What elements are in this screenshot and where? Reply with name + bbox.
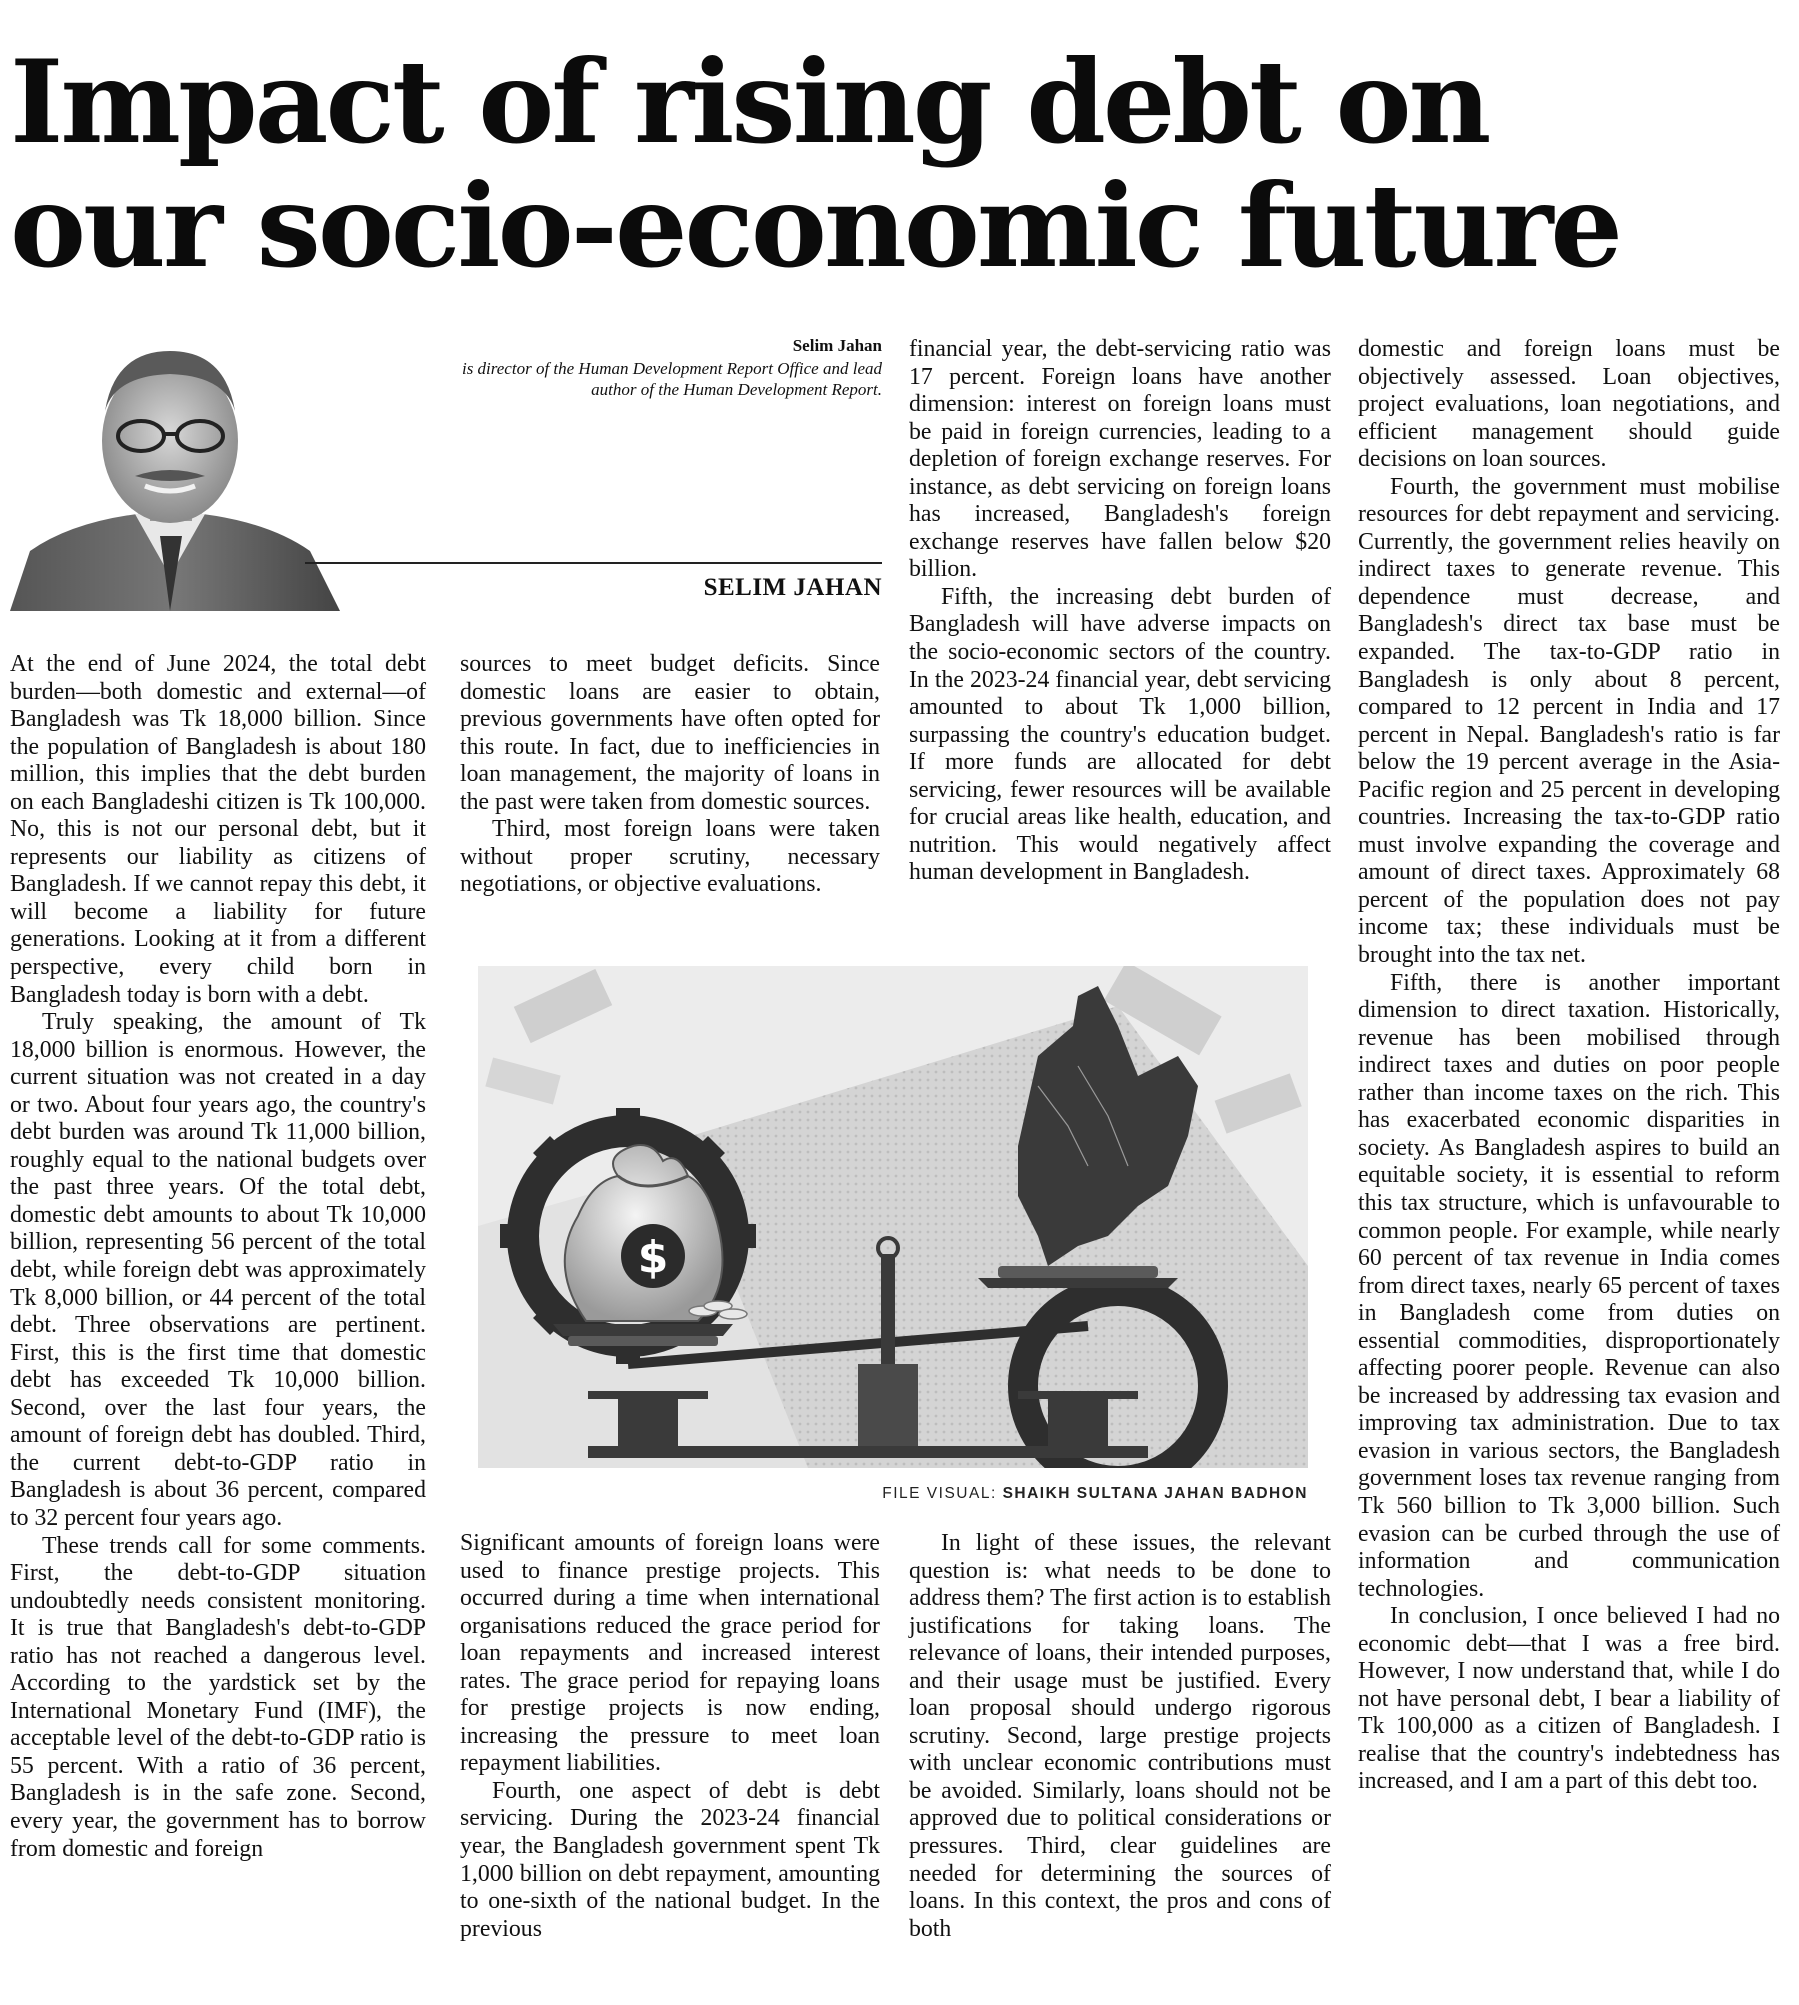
author-bio: is director of the Human Development Report Office and lead author of the Human Development Report. <box>461 359 882 399</box>
paragraph: Fourth, the government must mobilise resources for debt repayment and servicing. Currently, the government relies heavily on indirect taxes to generate revenue. This dependence must decrease, and Bangladesh's direct tax base must be expanded. The tax-to-GDP ratio in Bangladesh is only about 8 percent, compared to 12 percent in India and 17 percent in Nepal. Bangladesh's ratio is far below the 19 percent average in the Asia-Pacific region and 25 percent in developing countries. Increasing the tax-to-GDP ratio must involve expanding the coverage and amount of direct taxes. Approximately 68 percent of the population does not pay income tax; these individuals must be brought into the tax net. <box>1358 473 1780 969</box>
paragraph: In conclusion, I once believed I had no economic debt—that I was a free bird. However, I now understand that, while I do not have personal debt, I bear a liability of Tk 100,000 as a citizen of Bangladesh. I realise that the country's indebtedness has increased, and I am a part of this debt too. <box>1358 1603 1780 1795</box>
paragraph: Third, most foreign loans were taken without proper scrutiny, necessary negotiations, or objective evaluations. <box>460 816 880 898</box>
paragraph: financial year, the debt-servicing ratio was 17 percent. Foreign loans have another dimension: interest on foreign loans must be paid in foreign currencies, leading to a depletion of foreign exchange reserves. For instance, as debt servicing on foreign loans has increased, Bangladesh's foreign exchange reserves have fallen below $20 billion. <box>909 336 1331 583</box>
byline: SELIM JAHAN <box>703 574 882 601</box>
body-column-2-top <box>460 651 880 899</box>
paragraph: domestic and foreign loans must be objectively assessed. Loan objectives, project evaluations, loan negotiations, and efficient management should guide decisions on loan sources. <box>1358 336 1780 473</box>
headline <box>10 35 1790 293</box>
dollar-symbol: $ <box>637 1232 669 1283</box>
paragraph: Fifth, there is another important dimension to direct taxation. Historically, revenue has been mobilised through indirect taxes and duties on poor people rather than income taxes on the rich. This has exacerbated economic disparities in society. As Bangladesh aspires to build an equitable society, it is essential to reform this tax structure, which is unfavourable to common people. For example, while nearly 60 percent of tax revenue in India comes from direct taxes, nearly 65 percent of taxes in Bangladesh come from duties on essential commodities, disproportionately affecting poorer people. Revenue can also be increased by addressing tax evasion and improving tax administration. Due to tax evasion in various sectors, the Bangladesh government loses tax revenue ranging from Tk 560 billion to Tk 3,000 billion. Such evasion can be curbed through the use of information and communication technologies. <box>1358 969 1780 1602</box>
paragraph: These trends call for some comments. First, the debt-to-GDP situation undoubtedly needs consistent monitoring. It is true that Bangladesh's debt-to-GDP ratio has not reached a dangerous level. According to the yardstick set by the International Monetary Fund (IMF), the acceptable level of the debt-to-GDP ratio is 55 percent. With a ratio of 36 percent, Bangladesh is in the safe zone. Second, every year, the government has to borrow from domestic and foreign <box>10 1532 426 1862</box>
paragraph: In light of these issues, the relevant question is: what needs to be done to address them? The first action is to establish justifications for taking loans. The relevance of loans, their intended purposes, and their usage must be justified. Every loan proposal should undergo rigorous scrutiny. Second, large prestige projects with unclear economic contributions must be avoided. Similarly, loans should not be approved due to political considerations or pressures. Third, clear guidelines are needed for determining the sources of loans. In this context, the pros and cons of both <box>909 1530 1331 1942</box>
credit-label: FILE VISUAL: <box>882 1485 997 1502</box>
author-portrait <box>10 336 340 611</box>
paragraph: Truly speaking, the amount of Tk 18,000 billion is enormous. However, the current situation was not created in a day or two. About four years ago, the country's debt burden was around Tk 11,000 billion, roughly equal to the national budgets over the past three years. Of the total debt, domestic debt amounts to about Tk 10,000 billion, representing 56 percent of the total debt, while foreign debt was approximately Tk 8,000 billion, or 44 percent of the total debt. Three observations are pertinent. First, this is the first time that domestic debt has exceeded Tk 10,000 billion. Second, over the last four years, the amount of foreign debt has doubled. Third, the current debt-to-GDP ratio in Bangladesh is about 36 percent, compared to 32 percent four years ago. <box>10 1009 426 1531</box>
credit-name: SHAIKH SULTANA JAHAN BADHON <box>1002 1485 1308 1502</box>
body-column-3-bottom <box>909 1530 1331 1943</box>
body-column-2-bottom <box>460 1530 880 1943</box>
body-column-4 <box>1358 336 1780 1796</box>
image-credit <box>882 1485 1308 1503</box>
illustration <box>478 966 1308 1468</box>
headline-line-2: our socio-economic future <box>10 159 1620 293</box>
author-name: Selim Jahan <box>792 336 882 355</box>
body-column-3-top <box>909 336 1331 887</box>
author-block <box>10 336 882 611</box>
paragraph: Significant amounts of foreign loans were used to finance prestige projects. This occurred during a time when international organisations reduced the grace period for loan repayments and increased interest rates. The grace period for repaying loans for prestige projects is now ending, increasing the pressure to meet loan repayment liabilities. <box>460 1530 880 1777</box>
headline-line-1: Impact of rising debt on <box>10 35 1489 169</box>
body-column-1 <box>10 651 426 1863</box>
paragraph: sources to meet budget deficits. Since domestic loans are easier to obtain, previous governments have often opted for this route. In fact, due to inefficiencies in loan management, the majority of loans in the past were taken from domestic sources. <box>460 651 880 815</box>
byline-rule <box>305 562 882 564</box>
paragraph: Fourth, one aspect of debt is debt servicing. During the 2023-24 financial year, the Bangladesh government spent Tk 1,000 billion on debt repayment, amounting to one-sixth of the national budget. In the previous <box>460 1777 880 1942</box>
paragraph: At the end of June 2024, the total debt burden—both domestic and external—of Bangladesh was Tk 18,000 billion. Since the population of Bangladesh is about 180 million, this implies that the debt burden on each Bangladeshi citizen is Tk 100,000. No, this is not our personal debt, but it represents our liability as citizens of Bangladesh. If we cannot repay this debt, it will become a liability for future generations. Looking at it from a different perspective, every child born in Bangladesh today is born with a debt. <box>10 651 426 1008</box>
paragraph: Fifth, the increasing debt burden of Bangladesh will have adverse impacts on the socio-economic sectors of the country. In the 2023-24 financial year, debt servicing amounted to about Tk 1,000 billion, surpassing the country's education budget. If more funds are allocated for debt servicing, fewer resources will be available for crucial areas like health, education, and nutrition. This would negatively affect human development in Bangladesh. <box>909 583 1331 886</box>
